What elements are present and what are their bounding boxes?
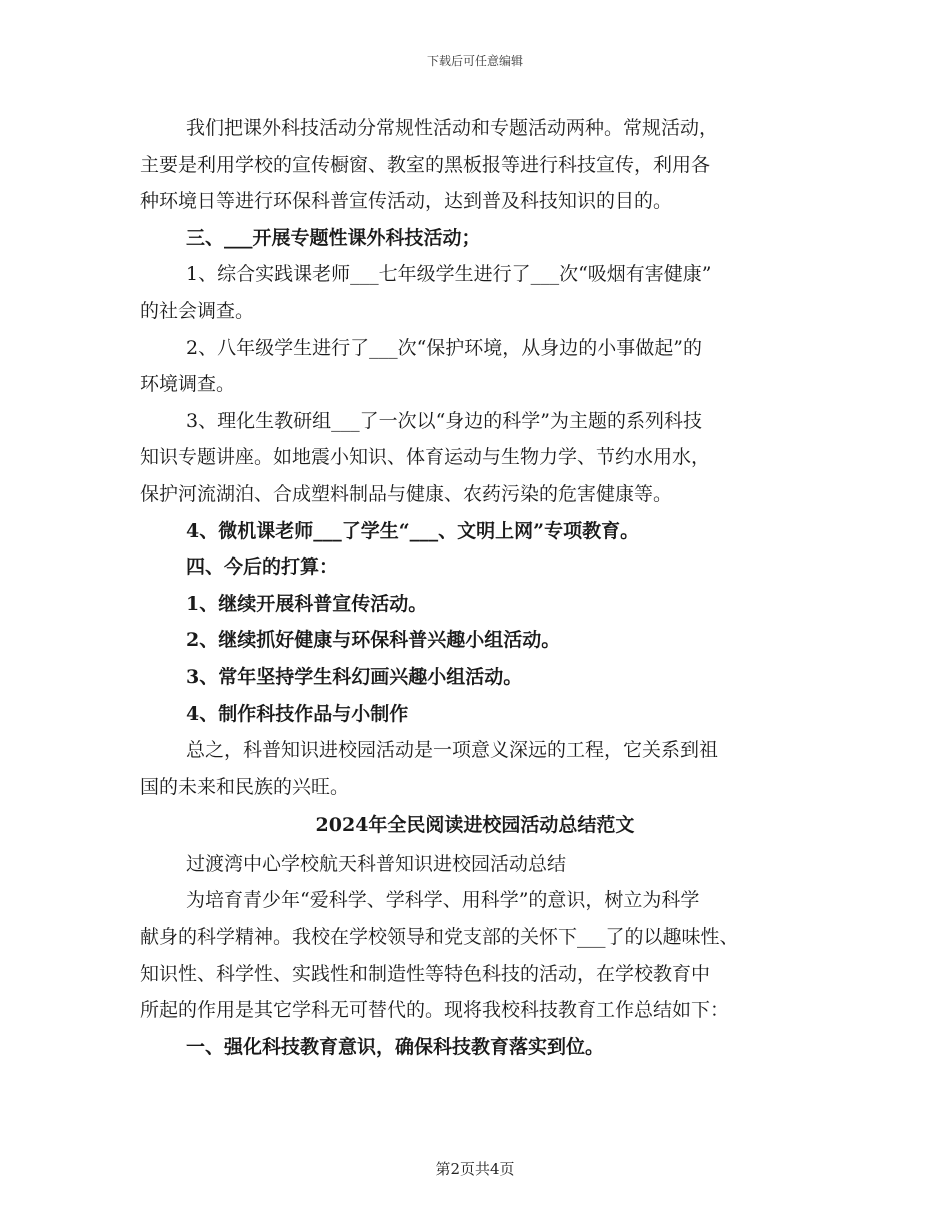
document-body (140, 110, 810, 1065)
paragraph-line: 知识性、科学性、实践性和制造性等特色科技的活动，在学校教育中 (140, 962, 711, 985)
paragraph (140, 220, 810, 257)
paragraph (140, 846, 810, 883)
paragraph-line: 知识专题讲座。如地震小知识、体育运动与生物力学、节约水用水， (140, 446, 711, 469)
paragraph (140, 882, 810, 1028)
paragraph-line: 所起的作用是其它学科无可替代的。现将我校科技教育工作总结如下： (140, 999, 730, 1022)
paragraph-line: 国的未来和民族的兴旺。 (140, 775, 350, 798)
header-note: 下载后可任意编辑 (426, 54, 523, 68)
paragraph-line: 的社会调查。 (140, 299, 255, 322)
paragraph (140, 659, 810, 696)
paragraph (140, 330, 810, 403)
paragraph-line: 三、___开展专题性课外科技活动； (186, 226, 481, 249)
paragraph-line: 环境调查。 (140, 373, 236, 396)
paragraph (140, 549, 810, 586)
paragraph-line: 4、微机课老师___了学生“___、文明上网”专项教育。 (186, 519, 640, 542)
paragraph-line: 献身的科学精神。我校在学校领导和党支部的关怀下___了的以趣味性、 (140, 926, 739, 949)
paragraph-line: 2、八年级学生进行了___次“保护环境，从身边的小事做起”的 (186, 336, 703, 359)
paragraph (140, 622, 810, 659)
paragraph-line: 我们把课外科技活动分常规性活动和专题活动两种。常规活动， (186, 117, 719, 139)
paragraph (140, 256, 810, 329)
paragraph (140, 403, 810, 513)
paragraph (140, 732, 810, 805)
paragraph-line: 3、理化生教研组___了一次以“身边的科学”为主题的系列科技 (186, 409, 703, 432)
paragraph-line: 一、强化科技教育意识，确保科技教育落实到位。 (186, 1035, 605, 1058)
paragraph-line: 种环境日等进行环保科普宣传活动，达到普及科技知识的目的。 (140, 190, 673, 213)
paragraph-line: 2、继续抓好健康与环保科普兴趣小组活动。 (186, 629, 561, 652)
paragraph-line: 过渡湾中心学校航天科普知识进校园活动总结 (186, 852, 567, 875)
page-number: 第2页共4页 (435, 1160, 515, 1178)
paragraph-line: 为培育青少年“爱科学、学科学、用科学”的意识，树立为科学 (186, 889, 700, 912)
paragraph-line: 主要是利用学校的宣传橱窗、教室的黑板报等进行科技宣传，利用各 (140, 153, 711, 176)
section-title: 2024年全民阅读进校园活动总结范文 (315, 814, 635, 837)
paragraph (140, 513, 810, 550)
paragraph-line: 总之，科普知识进校园活动是一项意义深远的工程，它关系到祖 (186, 739, 719, 762)
paragraph-line: 四、今后的打算： (186, 556, 339, 579)
document-part-1 (140, 110, 810, 805)
paragraph-line: 4、制作科技作品与小制作 (186, 702, 409, 725)
paragraph (140, 1029, 810, 1066)
paragraph-line: 保护河流湖泊、合成塑料制品与健康、农药污染的危害健康等。 (140, 482, 673, 505)
paragraph (140, 110, 810, 220)
paragraph (140, 696, 810, 733)
document-part-2 (140, 846, 810, 1066)
paragraph-line: 1、继续开展科普宣传活动。 (186, 592, 428, 615)
paragraph-line: 3、常年坚持学生科幻画兴趣小组活动。 (186, 665, 523, 688)
paragraph (140, 586, 810, 623)
paragraph-line: 1、综合实践课老师___七年级学生进行了___次“吸烟有害健康” (186, 263, 712, 286)
